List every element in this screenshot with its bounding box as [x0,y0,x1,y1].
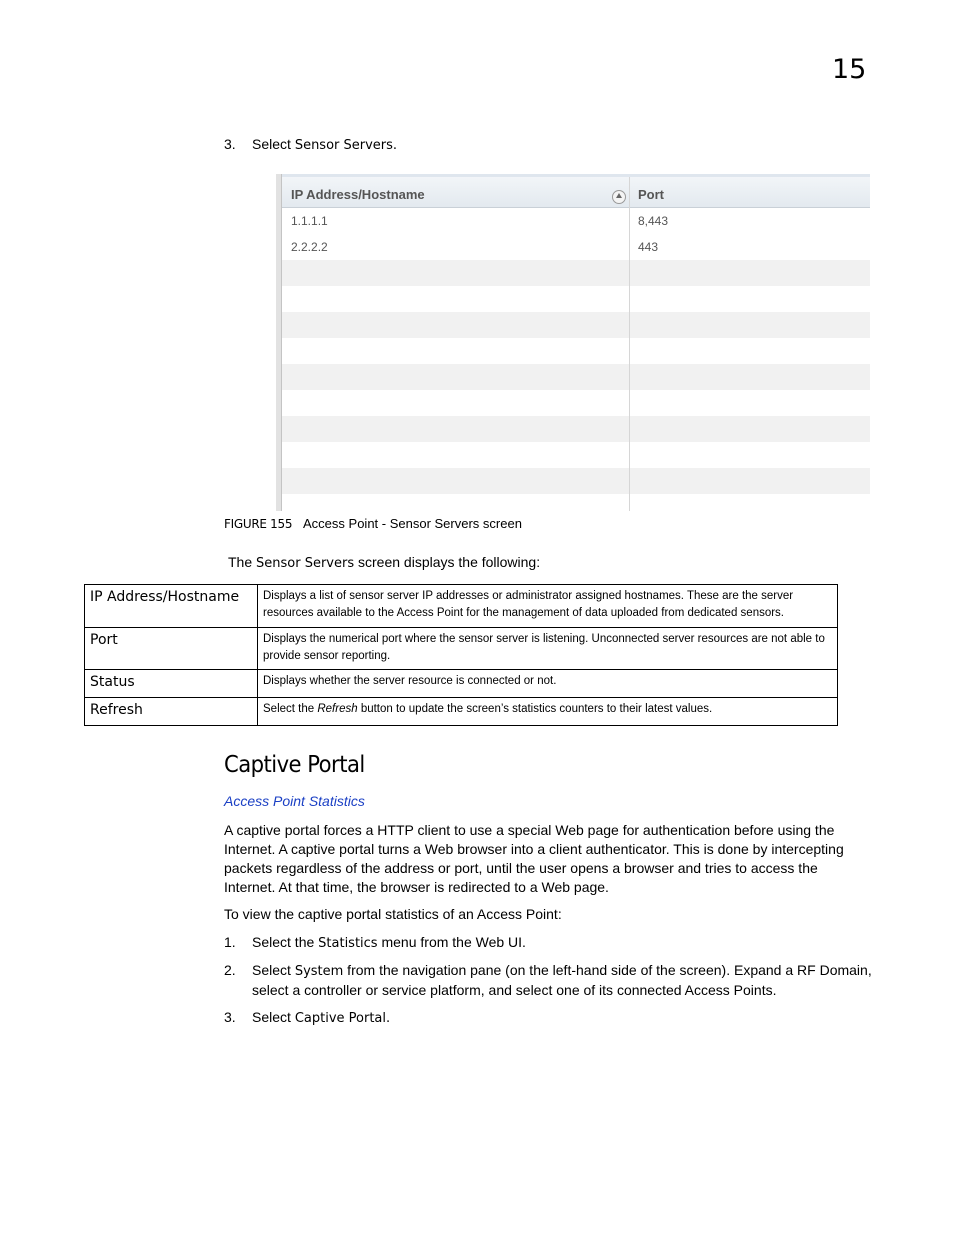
column-divider [629,177,630,511]
field-description: Displays the numerical port where the sensor server is listening. Unconnected server resources are not able to provide sensor reporting. [258,628,838,670]
empty-row [282,390,870,416]
field-description: Displays a list of sensor server IP addresses or administrator assigned hostnames. These are the server resources available to the Access Point for the management of data uploaded from dedicated sensors. [258,585,838,628]
cell-ip: 1.1.1.1 [291,214,328,228]
table-row[interactable] [282,208,870,234]
table-row [85,585,838,628]
grid-header [282,177,870,208]
chapter-number: 15 [832,54,867,85]
step-suffix: from the navigation pane (on the left-hand side of the screen). Expand a RF Domain, select a controller or service platform, and select one of its connected Access Points. [252,962,872,998]
step-bold: System [294,964,344,979]
step-bold: Statistics [318,936,378,951]
intro-prefix: The [228,554,257,570]
figure-label: FIGURE 155 [224,517,293,531]
paragraph: To view the captive portal statistics of an Access Point: [224,906,562,922]
empty-row [282,338,870,364]
figure-title: Access Point - Sensor Servers screen [303,516,522,531]
step-prefix: Select the [252,934,319,950]
step-number: 3. [224,136,236,152]
empty-row [282,494,870,511]
desc-suffix: button to update the screen’s statistics counters to their latest values. [357,703,713,715]
breadcrumb-link[interactable]: Access Point Statistics [224,793,365,809]
empty-row [282,442,870,468]
empty-row [282,416,870,442]
table-row[interactable] [282,234,870,260]
empty-row [282,468,870,494]
sort-ascending-icon[interactable] [612,190,626,204]
cell-port: 8,443 [638,214,669,228]
intro-suffix: screen displays the following: [354,554,541,570]
intro-text [228,553,540,573]
step-number: 3. [224,1009,236,1025]
description-table [84,584,838,726]
sensor-servers-screenshot [276,174,870,511]
step-prefix: Select [252,1009,295,1025]
step-text [252,135,872,155]
intro-bold: Sensor Servers [256,556,355,571]
figure-caption [224,516,522,531]
field-name: Port [85,628,258,670]
desc-prefix: Select the [263,703,318,715]
table-row [85,670,838,698]
step-bold: Captive Portal. [294,1011,391,1026]
step-prefix: Select [252,136,295,152]
column-header-port[interactable]: Port [638,187,664,202]
column-header-ip[interactable]: IP Address/Hostname [291,187,425,202]
paragraph: A captive portal forces a HTTP client to use a special Web page for authentication before using the Internet. A captive portal turns a Web browser into a client authenticator. This is done by intercepting packets regardless of the address or port, until the user opens a browser and tries to access the Internet. At that time, the browser is redirected to a Web page. [224,822,844,895]
field-description [258,698,838,726]
field-name: Status [85,670,258,698]
empty-row [282,260,870,286]
field-description: Displays whether the server resource is connected or not. [258,670,838,698]
empty-row [282,364,870,390]
field-name: Refresh [85,698,258,726]
step-prefix: Select [252,962,295,978]
field-name: IP Address/Hostname [85,585,258,628]
empty-row [282,286,870,312]
desc-italic: Refresh [317,703,358,715]
cell-ip: 2.2.2.2 [291,240,328,254]
step-text [252,961,872,1000]
step-suffix: menu from the Web UI. [377,934,526,950]
step-bold: Sensor Servers. [294,138,398,153]
empty-row [282,312,870,338]
step-number: 2. [224,962,236,978]
table-row [85,628,838,670]
step-text [252,933,872,953]
step-number: 1. [224,934,236,950]
table-row [85,698,838,726]
section-title: Captive Portal [224,752,365,778]
cell-port: 443 [638,240,659,254]
step-text [252,1008,872,1028]
